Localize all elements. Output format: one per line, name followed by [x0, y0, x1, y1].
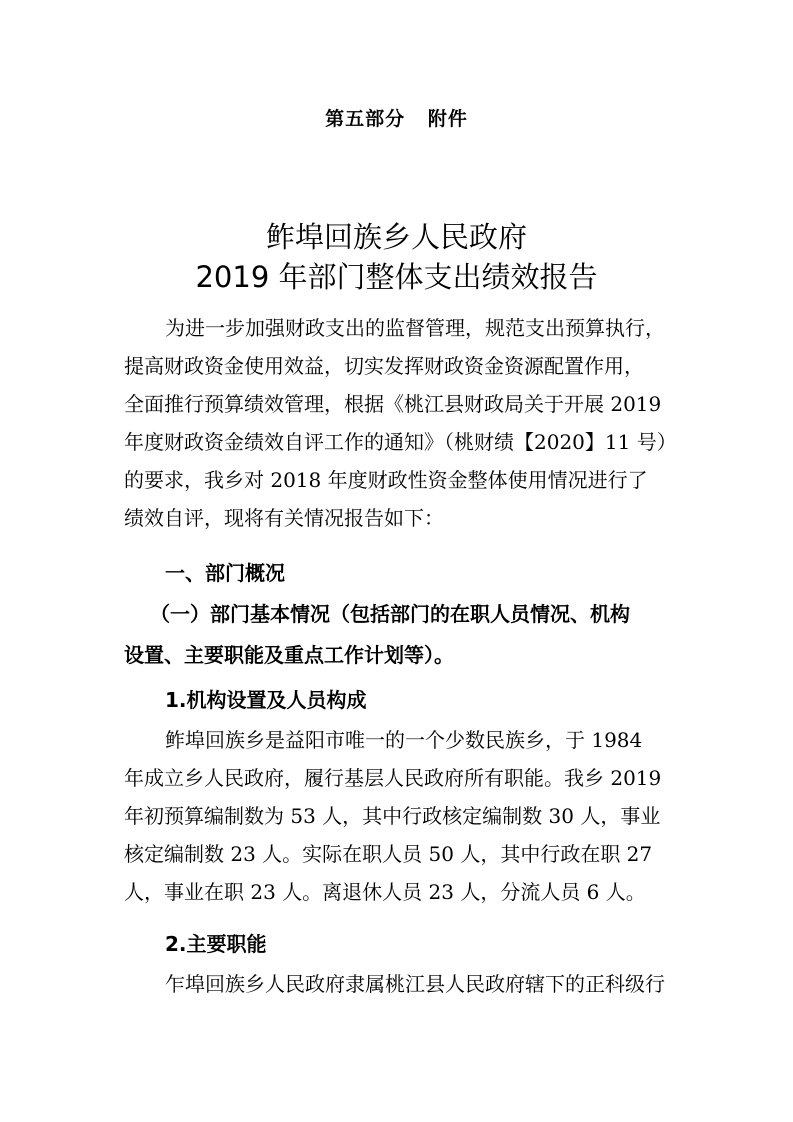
intro-line-6: 绩效自评，现将有关情况报告如下： [124, 506, 444, 530]
intro-line-1: 为进一步加强财政支出的监督管理，规范支出预算执行， [165, 316, 665, 340]
item1-line-5: 人，事业在职 23 人。离退休人员 23 人，分流人员 6 人。 [124, 880, 646, 904]
item2-heading: 2.主要职能 [165, 932, 267, 956]
item1-line-3: 年初预算编制数为 53 人，其中行政核定编制数 30 人，事业 [124, 804, 661, 828]
document-title-line1: 鲊埠回族乡人民政府 [265, 220, 527, 254]
document-title-line2: 2019 年部门整体支出绩效报告 [195, 260, 598, 294]
item1-line-4: 核定编制数 23 人。实际在职人员 50 人，其中行政在职 27 [124, 842, 653, 866]
intro-line-2: 提高财政资金使用效益，切实发挥财政资金资源配置作用， [124, 354, 644, 378]
item2-line-1: 乍埠回族乡人民政府隶属桃江县人民政府辖下的正科级行 [165, 972, 665, 996]
item1-line-1: 鲊埠回族乡是益阳市唯一的一个少数民族乡，于 1984 [165, 728, 643, 752]
section-heading: 一、部门概况 [165, 561, 285, 585]
intro-line-5: 的要求，我乡对 2018 年度财政性资金整体使用情况进行了 [124, 468, 648, 492]
item1-heading: 1.机构设置及人员构成 [165, 688, 367, 712]
item1-line-2: 年成立乡人民政府，履行基层人民政府所有职能。我乡 2019 [124, 766, 662, 790]
part-title: 第五部分 附件 [325, 108, 468, 130]
intro-line-4: 年度财政资金绩效自评工作的通知》（桃财绩【2020】11 号） [124, 430, 677, 454]
sub-heading-line-1: （一）部门基本情况（包括部门的在职人员情况、机构 [150, 602, 630, 626]
sub-heading-line-2: 设置、主要职能及重点工作计划等）。 [124, 643, 454, 667]
intro-line-3: 全面推行预算绩效管理，根据《桃江县财政局关于开展 2019 [124, 392, 662, 416]
